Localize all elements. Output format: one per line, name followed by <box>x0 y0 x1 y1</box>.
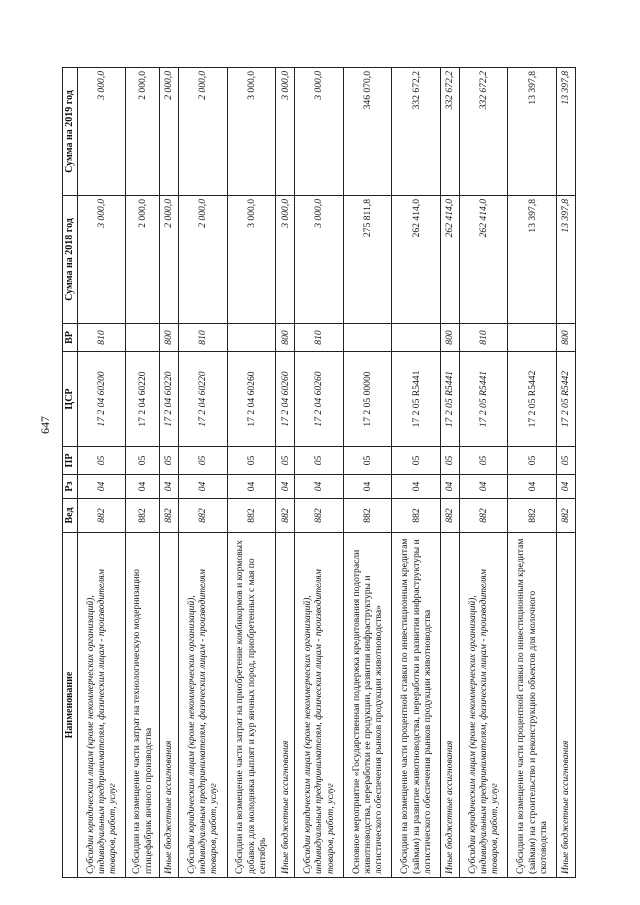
cell-pr: 05 <box>557 447 576 475</box>
cell-pr: 05 <box>276 447 295 475</box>
cell-sum-2018: 275 811,8 <box>343 196 392 324</box>
cell-name: Иные бюджетные ассигнования <box>276 533 295 878</box>
cell-csr: 17 2 04 60260 <box>276 352 295 447</box>
cell-sum-2019: 13 397,8 <box>557 68 576 196</box>
cell-pr: 05 <box>508 447 557 475</box>
budget-table <box>62 67 576 878</box>
table-row <box>440 68 459 878</box>
cell-name: Субсидии юридическим лицам (кроме некоммерческих организаций), индивидуальным предпринимателям, физическим лицам - производителям товаров, работ, услуг <box>459 533 508 878</box>
table-row <box>557 68 576 878</box>
page-number: 647 <box>38 416 52 434</box>
header-csr: ЦСР <box>63 352 78 447</box>
cell-name: Субсидии юридическим лицам (кроме некоммерческих организаций), индивидуальным предпринимателям, физическим лицам - производителям товаров, работ, услуг <box>179 533 228 878</box>
cell-csr: 17 2 05 R5441 <box>459 352 508 447</box>
cell-pr: 05 <box>343 447 392 475</box>
header-sum-2019: Сумма на 2019 год <box>63 68 78 196</box>
table-row <box>508 68 557 878</box>
cell-name: Субсидии юридическим лицам (кроме некоммерческих организаций), индивидуальным предпринимателям, физическим лицам - производителям товаров, работ, услуг <box>295 533 344 878</box>
cell-rz: 04 <box>440 475 459 499</box>
cell-rz: 04 <box>227 475 276 499</box>
cell-name: Субсидии на возмещение части затрат на технологическую модернизацию птицефабрик яичного производства <box>126 533 160 878</box>
table-row <box>160 68 179 878</box>
cell-vr: 800 <box>557 324 576 352</box>
cell-vr: 810 <box>459 324 508 352</box>
cell-rz: 04 <box>508 475 557 499</box>
cell-vr: 810 <box>77 324 126 352</box>
cell-rz: 04 <box>459 475 508 499</box>
table-row <box>276 68 295 878</box>
table-row <box>295 68 344 878</box>
cell-rz: 04 <box>276 475 295 499</box>
header-vr: ВР <box>63 324 78 352</box>
table-row <box>392 68 441 878</box>
cell-sum-2018: 262 414,0 <box>392 196 441 324</box>
header-name: Наименование <box>63 533 78 878</box>
cell-sum-2019: 2 000,0 <box>179 68 228 196</box>
cell-vr: 810 <box>295 324 344 352</box>
table-row <box>126 68 160 878</box>
cell-name: Основное мероприятие «Государственная поддержка кредитования подотрасли животноводства, переработки ее продукции, развития инфраструктуры и логистического обеспечения рынков продукции животноводства» <box>343 533 392 878</box>
cell-pr: 05 <box>126 447 160 475</box>
cell-sum-2019: 332 672,2 <box>392 68 441 196</box>
cell-csr: 17 2 05 R5442 <box>557 352 576 447</box>
cell-rz: 04 <box>343 475 392 499</box>
cell-vr <box>508 324 557 352</box>
cell-sum-2019: 3 000,0 <box>295 68 344 196</box>
cell-rz: 04 <box>295 475 344 499</box>
cell-sum-2018: 2 000,0 <box>179 196 228 324</box>
table-row <box>459 68 508 878</box>
cell-ved: 882 <box>459 499 508 533</box>
cell-sum-2018: 3 000,0 <box>77 196 126 324</box>
cell-csr: 17 2 04 60220 <box>160 352 179 447</box>
cell-csr: 17 2 05 00000 <box>343 352 392 447</box>
cell-sum-2019: 3 000,0 <box>77 68 126 196</box>
header-sum-2018: Сумма на 2018 год <box>63 196 78 324</box>
cell-sum-2018: 262 414,0 <box>440 196 459 324</box>
cell-sum-2019: 3 000,0 <box>276 68 295 196</box>
cell-vr <box>343 324 392 352</box>
cell-ved: 882 <box>160 499 179 533</box>
cell-vr: 800 <box>440 324 459 352</box>
cell-sum-2019: 332 672,2 <box>440 68 459 196</box>
cell-sum-2019: 2 000,0 <box>126 68 160 196</box>
cell-ved: 882 <box>343 499 392 533</box>
cell-ved: 882 <box>440 499 459 533</box>
cell-ved: 882 <box>227 499 276 533</box>
cell-sum-2018: 2 000,0 <box>160 196 179 324</box>
cell-sum-2019: 2 000,0 <box>160 68 179 196</box>
cell-vr <box>227 324 276 352</box>
rotated-table-container <box>62 68 576 878</box>
cell-ved: 882 <box>508 499 557 533</box>
cell-rz: 04 <box>77 475 126 499</box>
cell-name: Иные бюджетные ассигнования <box>440 533 459 878</box>
cell-ved: 882 <box>179 499 228 533</box>
cell-pr: 05 <box>295 447 344 475</box>
cell-pr: 05 <box>179 447 228 475</box>
cell-name: Субсидии на возмещение части затрат на приобретение комбикормов и кормовых добавок для молодняка цыплят и кур яичных пород, приобретенных с мая по сентябрь <box>227 533 276 878</box>
cell-ved: 882 <box>557 499 576 533</box>
cell-sum-2018: 3 000,0 <box>276 196 295 324</box>
cell-csr: 17 2 05 R5441 <box>440 352 459 447</box>
cell-pr: 05 <box>392 447 441 475</box>
cell-csr: 17 2 04 60200 <box>77 352 126 447</box>
cell-vr: 810 <box>179 324 228 352</box>
cell-pr: 05 <box>160 447 179 475</box>
cell-ved: 882 <box>392 499 441 533</box>
cell-rz: 04 <box>179 475 228 499</box>
cell-sum-2019: 346 070,0 <box>343 68 392 196</box>
cell-pr: 05 <box>77 447 126 475</box>
cell-ved: 882 <box>276 499 295 533</box>
cell-csr: 17 2 04 60260 <box>227 352 276 447</box>
table-row <box>227 68 276 878</box>
cell-sum-2018: 13 397,8 <box>557 196 576 324</box>
header-pr: ПР <box>63 447 78 475</box>
cell-rz: 04 <box>126 475 160 499</box>
cell-sum-2018: 3 000,0 <box>227 196 276 324</box>
cell-sum-2019: 13 397,8 <box>508 68 557 196</box>
table-header-row <box>63 68 78 878</box>
cell-csr: 17 2 04 60260 <box>295 352 344 447</box>
cell-name: Субсидии на возмещение части процентной ставки по инвестиционным кредитам (займам) на развитие животноводства, переработки и развития инфраструктуры и логистического обеспечения рынков продукции животноводства <box>392 533 441 878</box>
cell-vr <box>126 324 160 352</box>
table-row <box>179 68 228 878</box>
cell-csr: 17 2 05 R5442 <box>508 352 557 447</box>
cell-csr: 17 2 04 60220 <box>179 352 228 447</box>
table-row <box>343 68 392 878</box>
cell-vr: 800 <box>160 324 179 352</box>
cell-sum-2018: 2 000,0 <box>126 196 160 324</box>
cell-vr <box>392 324 441 352</box>
cell-sum-2018: 3 000,0 <box>295 196 344 324</box>
cell-pr: 05 <box>227 447 276 475</box>
table-row <box>77 68 126 878</box>
cell-sum-2018: 13 397,8 <box>508 196 557 324</box>
cell-ved: 882 <box>126 499 160 533</box>
cell-pr: 05 <box>440 447 459 475</box>
header-ved: Вед <box>63 499 78 533</box>
cell-name: Субсидии на возмещение части процентной ставки по инвестиционным кредитам (займам) на строительство и реконструкцию объектов для молочного скотоводства <box>508 533 557 878</box>
cell-ved: 882 <box>77 499 126 533</box>
cell-sum-2019: 332 672,2 <box>459 68 508 196</box>
cell-name: Иные бюджетные ассигнования <box>160 533 179 878</box>
cell-name: Иные бюджетные ассигнования <box>557 533 576 878</box>
cell-rz: 04 <box>557 475 576 499</box>
cell-vr: 800 <box>276 324 295 352</box>
header-rz: Рз <box>63 475 78 499</box>
cell-csr: 17 2 05 R5441 <box>392 352 441 447</box>
cell-ved: 882 <box>295 499 344 533</box>
cell-name: Субсидии юридическим лицам (кроме некоммерческих организаций), индивидуальным предпринимателям, физическим лицам - производителям товаров, работ, услуг <box>77 533 126 878</box>
cell-csr: 17 2 04 60220 <box>126 352 160 447</box>
cell-sum-2018: 262 414,0 <box>459 196 508 324</box>
cell-sum-2019: 3 000,0 <box>227 68 276 196</box>
cell-pr: 05 <box>459 447 508 475</box>
cell-rz: 04 <box>392 475 441 499</box>
cell-rz: 04 <box>160 475 179 499</box>
